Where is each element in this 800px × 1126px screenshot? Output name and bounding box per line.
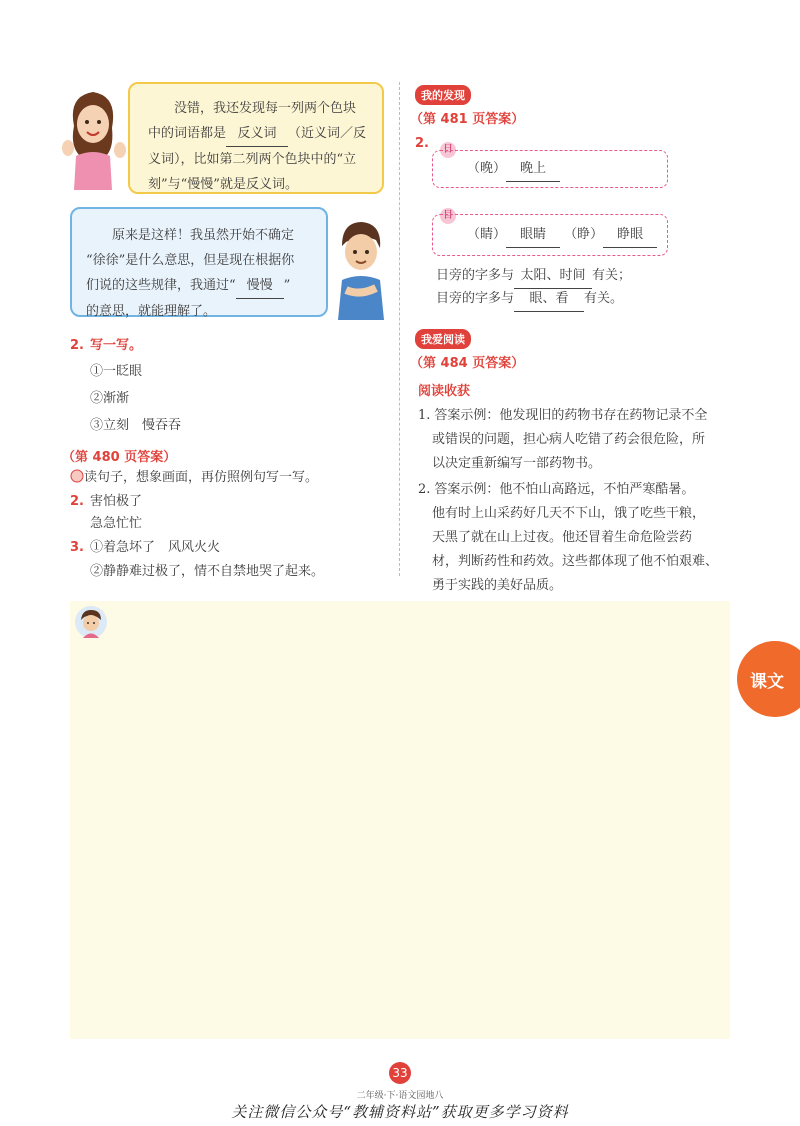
answer-3-line-2: ②静静难过极了，情不自禁地哭了起来。: [90, 564, 325, 579]
p480-header: （第 480 页答案）: [62, 450, 177, 465]
footer-promo: 关注微信公众号“教辅资料站”获取更多学习资料: [231, 1103, 569, 1121]
girl-speech-bubble: [128, 82, 384, 194]
mu-rule-line: 目旁的字多与 眼、看 有关。: [436, 287, 623, 312]
q2-item-2: ②渐渐: [90, 391, 130, 406]
boy-line-4: 的意思，就能理解了。: [86, 304, 217, 319]
girl-illustration: [60, 86, 126, 190]
boy-line-3: 们说的这些规律，我通过“ 慢慢 ”: [86, 278, 290, 293]
boy-speech-bubble: [70, 207, 328, 317]
boy-blank: 慢慢: [236, 273, 284, 299]
p484-header: （第 484 页答案）: [410, 356, 525, 371]
girl-line-1: 没错，我还发现每一列两个色块: [174, 101, 357, 116]
box2-blank-2: 睁眼: [603, 223, 657, 248]
tag-mu: 目: [440, 208, 456, 224]
reading-answer-1: 1. 答案示例：他发现旧的药物书存在药物记录不全 或错误的问题，担心病人吃错了药会很危险，所 以决定重新编写一部药物书。: [418, 408, 708, 471]
discover-badge: 我的发现: [415, 85, 471, 105]
girl-line-4: 刻”与“慢慢”就是反义词。: [148, 177, 298, 192]
boy-line-2: “徐徐”是什么意思，但是现在根据你: [86, 253, 295, 268]
q2-item-1: ①一眨眼: [90, 364, 143, 379]
p481-header: （第 481 页答案）: [410, 112, 525, 127]
reading-answer-2: 2. 答案示例：他不怕山高路远，不怕严寒酷暑。 他有时上山采药好几天不下山，饿了吃些干粮， 天黑了就在山上过夜。他还冒着生命危险尝药 材，判断药性和药效。这些都体现了他不怕艰难、 勇于实践的美好品质。: [418, 482, 719, 593]
notes-area[interactable]: [70, 601, 730, 1039]
answer-box-mu: （睛） 眼睛 （睁） 睁眼: [432, 214, 668, 256]
box2-blank-1: 眼睛: [506, 223, 560, 248]
column-divider: [399, 82, 400, 576]
answer-box-ri: （晚） 晚上: [432, 150, 668, 188]
box1-blank: 晚上: [506, 157, 560, 182]
footer-subtitle: 二年级·下·语文园地八: [356, 1091, 444, 1101]
answer-2-line-2: 急急忙忙: [90, 516, 143, 531]
tag-ri: 日: [440, 142, 456, 158]
q2-heading: 2. 写一写。: [70, 338, 142, 353]
bullet-dot-icon: [70, 469, 84, 483]
answer-3: 3. ①着急坏了 风风火火: [70, 540, 220, 555]
lesson-side-tab[interactable]: 课文: [737, 641, 800, 717]
ri-rule-line: 日旁的字多与 太阳、时间 有关；: [436, 264, 631, 289]
boy-line-1: 原来是这样！我虽然开始不确定: [112, 228, 295, 243]
boy-avatar-icon: [74, 605, 108, 639]
girl-line-3: 义词），比如第二列两个色块中的“立: [148, 152, 357, 167]
reading-badge: 我爱阅读: [415, 329, 471, 349]
answer-2: 2. 害怕极了: [70, 494, 142, 509]
girl-line-2: 中的词语都是 反义词 （近义词／反: [148, 126, 366, 141]
harvest-title: 阅读收获: [418, 384, 471, 399]
q2-item-3: ③立刻 慢吞吞: [90, 418, 182, 433]
q2-items: [90, 358, 181, 439]
read-sentence-task: 读句子，想象画面，再仿照例句写一写。: [70, 466, 318, 490]
boy-illustration: [330, 216, 390, 320]
right-q2-num: 2.: [415, 136, 429, 151]
girl-blank: 反义词: [226, 121, 288, 147]
page-number: 33: [389, 1062, 411, 1084]
